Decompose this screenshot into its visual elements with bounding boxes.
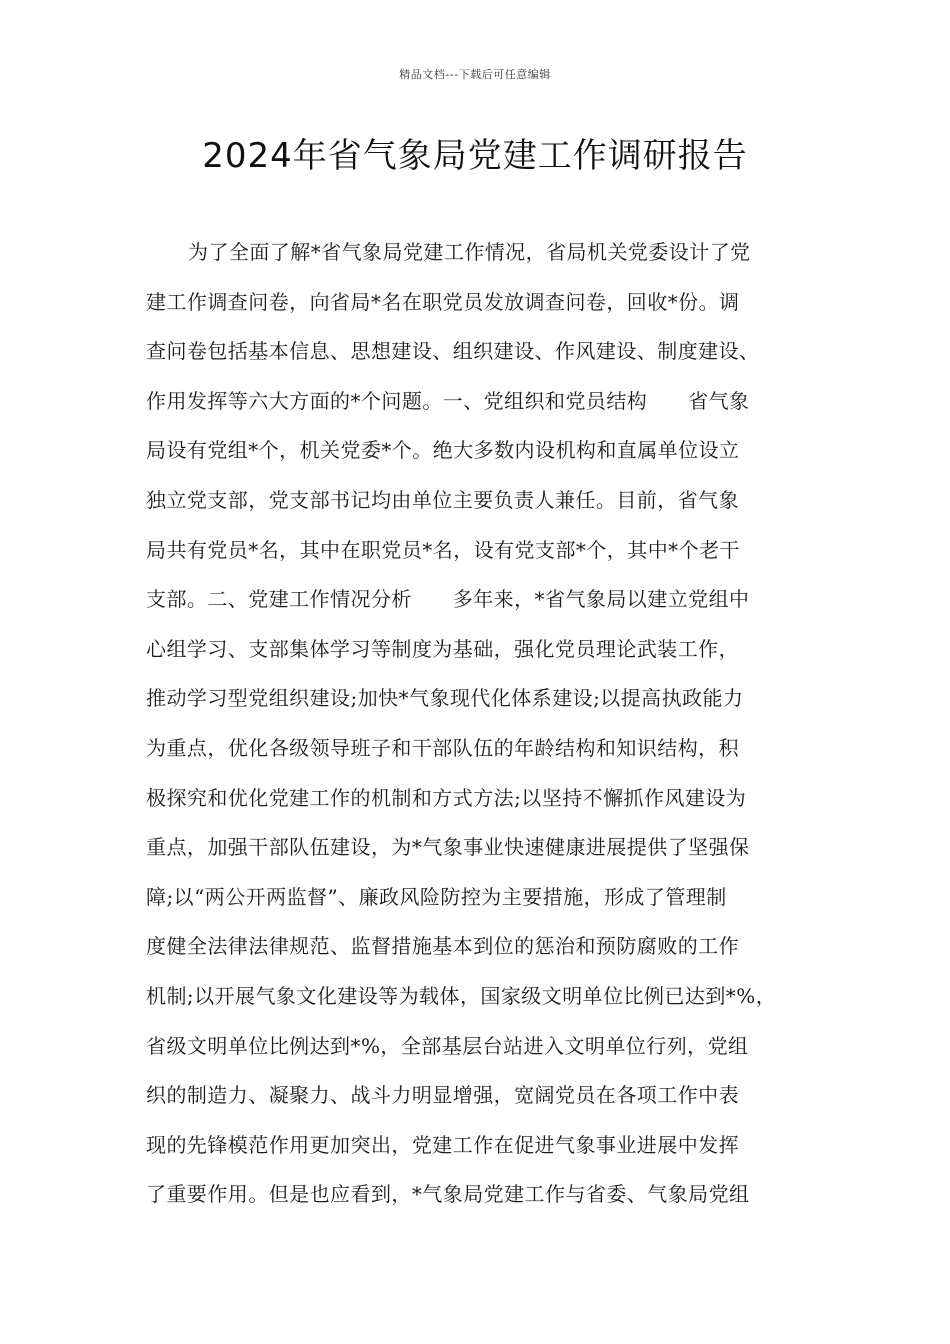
paragraph-line: 障;以“两公开两监督”、廉政风险防控为主要措施，形成了管理制: [146, 884, 727, 909]
paragraph-line: 现的先锋模范作用更加突出，党建工作在促进气象事业进展中发挥: [146, 1132, 740, 1157]
paragraph-line: 局设有党组*个，机关党委*个。绝大多数内设机构和直属单位设立: [146, 438, 740, 463]
paragraph-line: 查问卷包括基本信息、思想建设、组织建设、作风建设、制度建设、: [146, 339, 760, 364]
paragraph-line: 机制;以开展气象文化建设等为载体，国家级文明单位比例已达到*%，: [146, 983, 777, 1008]
document-title: 2024年省气象局党建工作调研报告: [202, 136, 748, 176]
paragraph-line: 建工作调查问卷，向省局*名在职党员发放调查问卷，回收*份。调: [146, 289, 740, 314]
paragraph-line: 度健全法律法律规范、监督措施基本到位的惩治和预防腐败的工作: [146, 934, 740, 959]
paragraph-line: 作用发挥等六大方面的*个问题。一、党组织和党员结构 省气象: [146, 388, 750, 413]
paragraph-line: 独立党支部，党支部书记均由单位主要负责人兼任。目前，省气象: [146, 487, 740, 512]
paragraph-line: 心组学习、支部集体学习等制度为基础，强化党员理论武装工作，: [146, 636, 740, 661]
page-header: 精品文档---下载后可任意编辑: [399, 68, 551, 81]
paragraph-line: 了重要作用。但是也应看到，*气象局党建工作与省委、气象局党组: [146, 1182, 750, 1207]
paragraph-line: 局共有党员*名，其中在职党员*名，设有党支部*个，其中*个老干: [146, 537, 740, 562]
paragraph-line: 支部。二、党建工作情况分析 多年来，*省气象局以建立党组中: [146, 587, 750, 612]
paragraph-line: 极探究和优化党建工作的机制和方式方法;以坚持不懈抓作风建设为: [146, 785, 747, 810]
paragraph-line: 织的制造力、凝聚力、战斗力明显增强，宽阔党员在各项工作中表: [146, 1083, 740, 1108]
body-paragraph: [146, 228, 810, 1220]
paragraph-line: 为了全面了解*省气象局党建工作情况，省局机关党委设计了党: [188, 240, 751, 264]
paragraph-line: 省级文明单位比例达到*%，全部基层台站进入文明单位行列，党组: [146, 1033, 749, 1058]
paragraph-line: 重点，加强干部队伍建设，为*气象事业快速健康进展提供了坚强保: [146, 835, 750, 860]
paragraph-line: 为重点，优化各级领导班子和干部队伍的年龄结构和知识结构，积: [146, 735, 740, 760]
paragraph-line: 推动学习型党组织建设;加快*气象现代化体系建设;以提高执政能力: [146, 686, 744, 711]
